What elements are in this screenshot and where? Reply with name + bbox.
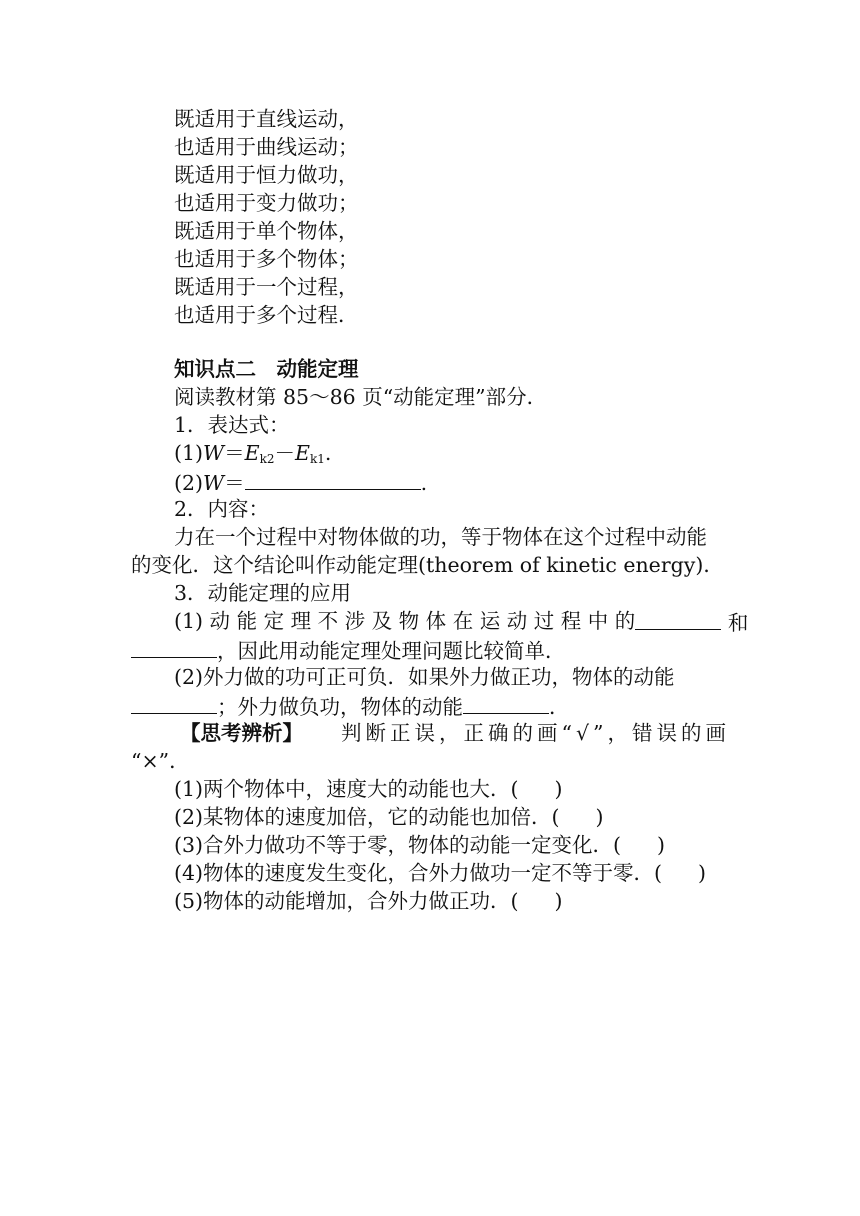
applicability-line: 也适用于变力做功；: [174, 191, 359, 215]
formula-1: [174, 441, 331, 471]
formula-end: .: [420, 471, 428, 495]
application-text: 和: [727, 611, 749, 635]
application-1-line-2: [131, 637, 566, 663]
applicability-line: 既适用于一个过程，: [174, 275, 359, 299]
formula-prefix: (1): [174, 441, 204, 465]
think-instruction-end: “×”．: [131, 749, 190, 773]
judgment-item: [174, 805, 604, 829]
fill-blank[interactable]: [131, 637, 217, 658]
minus-sign: －: [274, 441, 295, 465]
application-text: ；外力做负功，物体的动能: [217, 695, 463, 719]
formula-prefix: (2): [174, 471, 204, 495]
close-paren: ): [657, 833, 666, 857]
item3-title: 3．动能定理的应用: [174, 581, 352, 605]
content-line-2: 的变化．这个结论叫作动能定理(theorem of kinetic energy)．: [131, 553, 724, 577]
energy-symbol: E: [295, 441, 310, 465]
energy-symbol: E: [244, 441, 260, 465]
applicability-line: 既适用于恒力做功，: [174, 163, 359, 187]
application-2-line-2: [131, 693, 570, 719]
formula-end: .: [324, 441, 332, 465]
judgment-text: (5)物体的动能增加，合外力做正功．(: [174, 889, 519, 913]
subscript-k2: k2: [259, 452, 275, 466]
equals-sign: ＝: [224, 441, 245, 465]
work-symbol: W: [203, 441, 225, 465]
content-line-1: 力在一个过程中对物体做的功，等于物体在这个过程中动能: [174, 525, 707, 549]
applicability-line: 也适用于多个物体；: [174, 247, 359, 271]
close-paren: ): [554, 777, 563, 801]
equals-sign: ＝: [224, 471, 245, 495]
section-heading: 知识点二 动能定理: [174, 357, 359, 381]
item1-title: 1．表达式：: [174, 413, 290, 437]
application-text: (1) 动 能 定 理 不 涉 及 物 体 在 运 动 过 程 中 的: [174, 609, 636, 633]
work-symbol: W: [203, 471, 225, 495]
applicability-line: 既适用于直线运动，: [174, 107, 359, 131]
close-paren: ): [595, 805, 604, 829]
judgment-item: [174, 889, 563, 913]
applicability-line: 既适用于单个物体，: [174, 219, 359, 243]
close-paren: ): [698, 861, 707, 885]
fill-blank[interactable]: [131, 693, 217, 714]
think-instruction-text: 判断正误，正确的画“√”，错误的画: [340, 721, 730, 745]
reading-instruction: 阅读教材第 85～86 页“动能定理”部分．: [174, 385, 548, 409]
judgment-text: (2)某物体的速度加倍，它的动能也加倍．(: [174, 805, 560, 829]
judgment-text: (3)合外力做功不等于零，物体的动能一定变化．(: [174, 833, 622, 857]
fill-blank[interactable]: [635, 609, 721, 630]
application-text: ．: [549, 695, 570, 719]
fill-blank[interactable]: [245, 469, 421, 490]
application-2-line-1: (2)外力做的功可正可负．如果外力做正功，物体的动能: [174, 665, 675, 689]
judgment-text: (1)两个物体中，速度大的动能也大．(: [174, 777, 519, 801]
formula-2: [174, 469, 427, 495]
subscript-k1: k1: [309, 452, 325, 466]
think-label: 【思考辨析】: [180, 721, 303, 745]
fill-blank[interactable]: [463, 693, 549, 714]
applicability-line: 也适用于曲线运动；: [174, 135, 359, 159]
item2-title: 2．内容：: [174, 497, 270, 521]
think-instruction: [180, 721, 730, 745]
application-1-line-1: [174, 609, 749, 635]
application-text: ，因此用动能定理处理问题比较简单．: [217, 639, 566, 663]
applicability-line: 也适用于多个过程．: [174, 303, 359, 327]
judgment-item: [174, 861, 706, 885]
judgment-item: [174, 777, 563, 801]
judgment-item: [174, 833, 665, 857]
judgment-text: (4)物体的速度发生变化，合外力做功一定不等于零．(: [174, 861, 663, 885]
close-paren: ): [554, 889, 563, 913]
